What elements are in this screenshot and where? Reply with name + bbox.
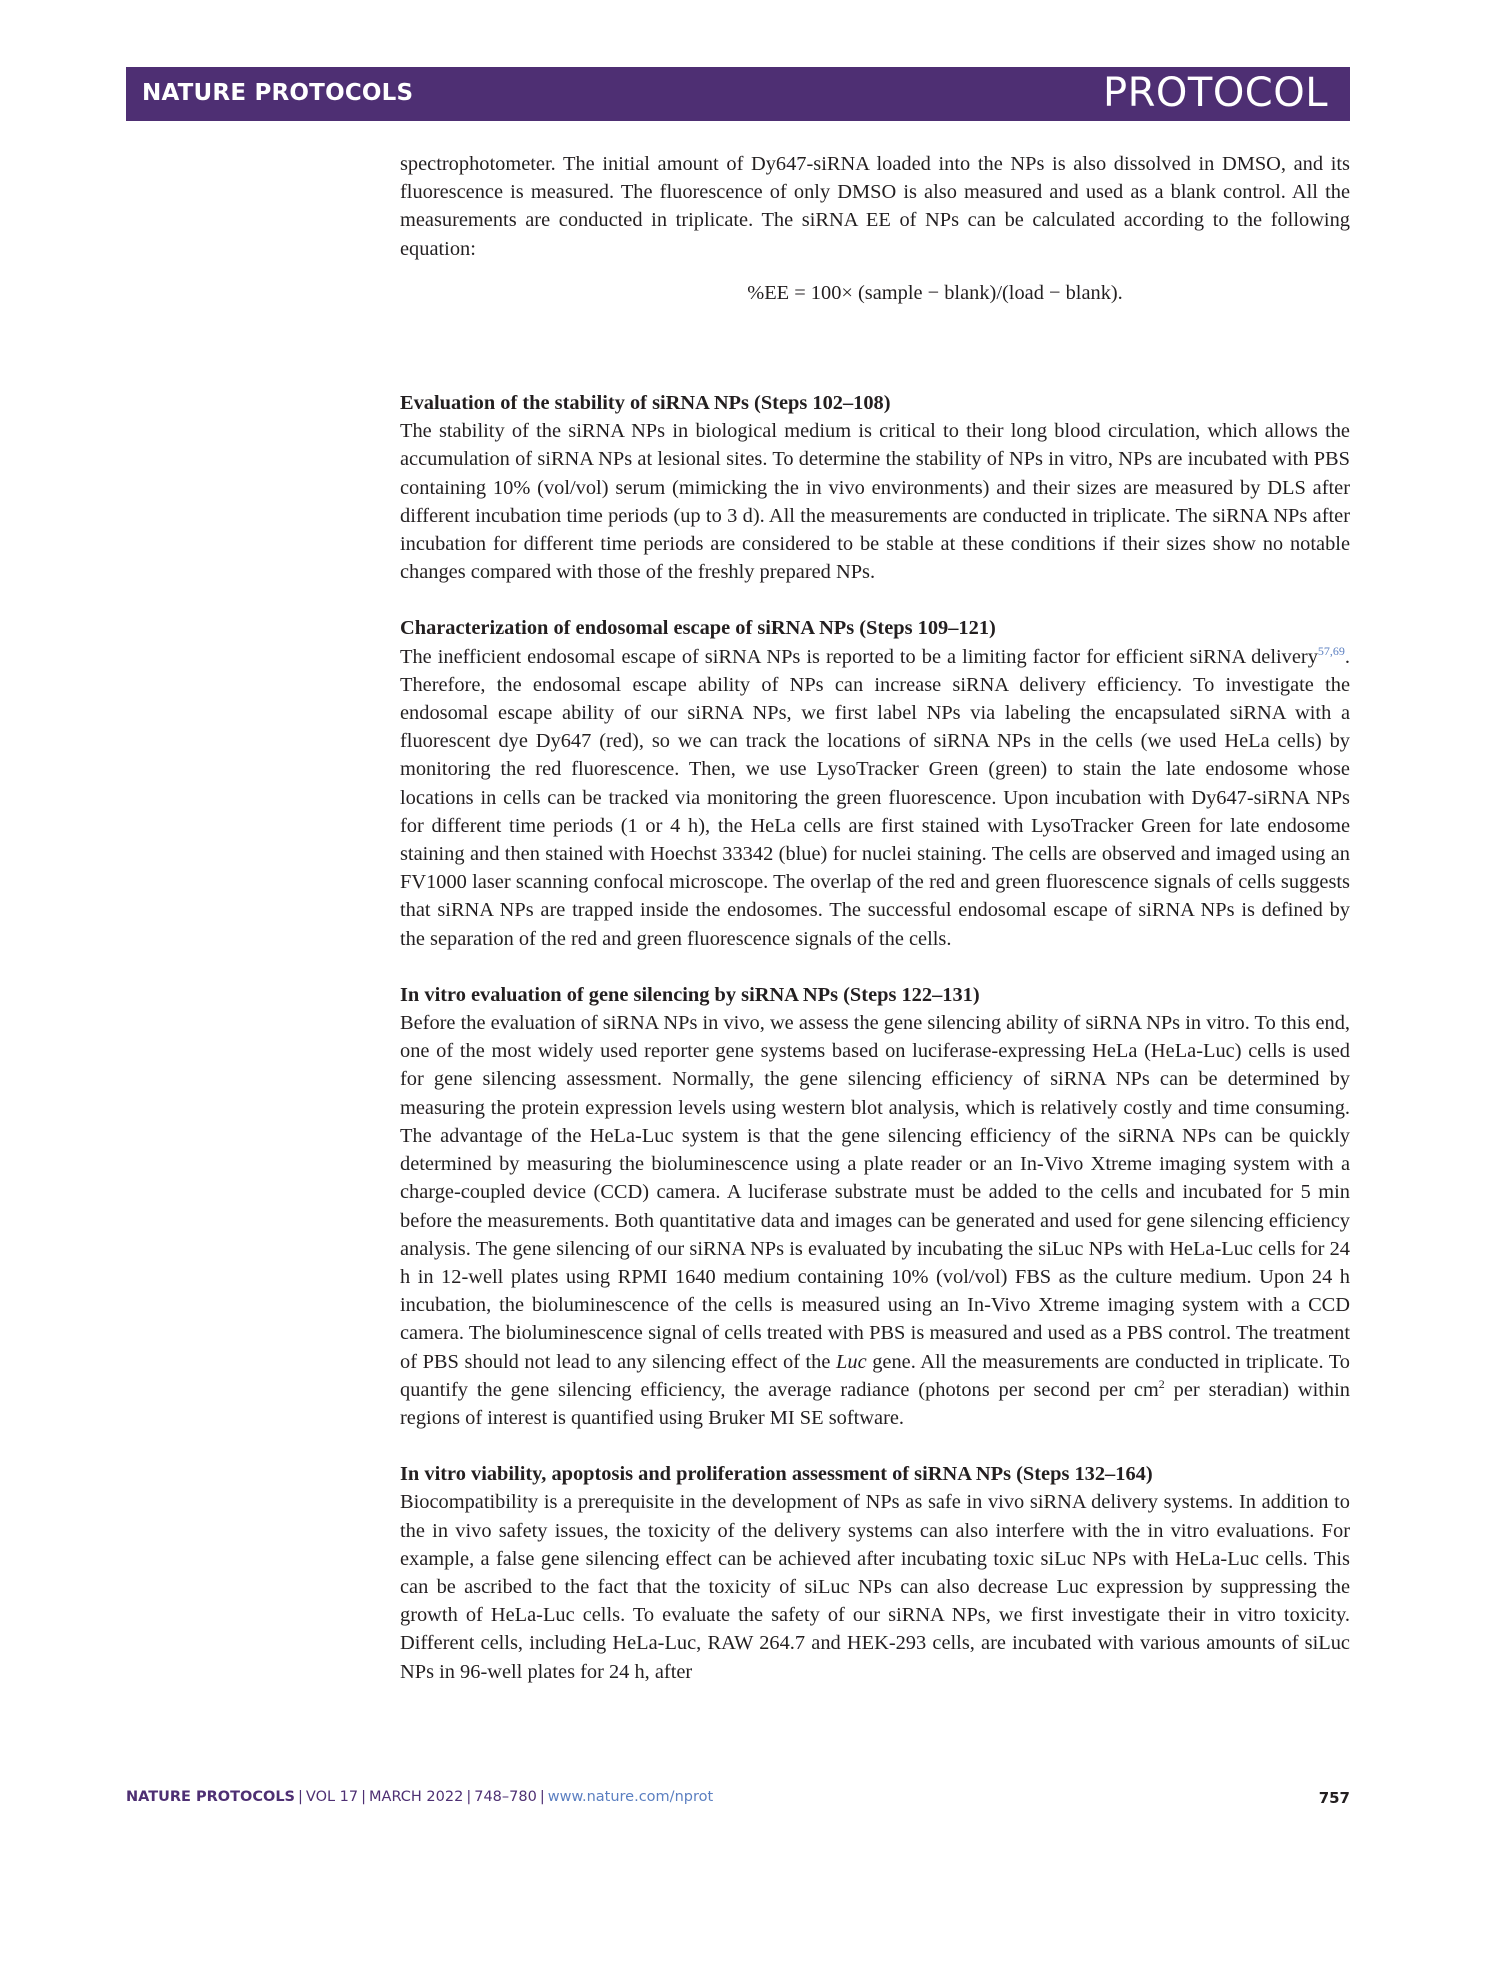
section-heading: In vitro viability, apoptosis and proliferation assessment of siRNA NPs (Steps 132–164)	[400, 1463, 1153, 1486]
section-endosomal-escape	[400, 614, 1350, 952]
text-part: Before the evaluation of siRNA NPs in vivo, we assess the gene silencing ability of siRNA NPs in vitro. To this end, one of the most widely used reporter gene systems based on luciferase-expressing HeLa (HeLa-Luc) cells is used for gene silencing assessment. Normally, the gene silencing efficiency of siRNA NPs can be determined by measuring the protein expression levels using western blot analysis, which is relatively costly and time consuming. The advantage of the HeLa-Luc system is that the gene silencing efficiency of the siRNA NPs can be quickly determined by measuring the bioluminescence using a plate reader or an In-Vivo Xtreme imaging system with a charge-coupled device (CCD) camera. A luciferase substrate must be added to the cells and incubated for 5 min before the measurements. Both quantitative data and images can be generated and used for gene silencing efficiency analysis. The gene silencing of our siRNA NPs is evaluated by incubating the siLuc NPs with HeLa-Luc cells for 24 h in 12-well plates using RPMI 1640 medium containing 10% (vol/vol) FBS as the culture medium. Upon 24 h incubation, the bioluminescence of the cells is measured using an In-Vivo Xtreme imaging system with a CCD camera. The bioluminescence signal of cells treated with PBS is measured and used as a PBS control. The treatment of PBS should not lead to any silencing effect of the	[400, 1012, 1350, 1373]
article-type: PROTOCOL	[1102, 70, 1328, 116]
footer-pages: 748–780	[474, 1789, 537, 1805]
section-stability	[400, 389, 1350, 586]
section-text	[400, 1009, 1350, 1432]
section-text	[400, 643, 1350, 953]
footer-citation: NATURE PROTOCOLS | VOL 17 | MARCH 2022 | 748–780 | www.nature.com/nprot	[126, 1789, 714, 1805]
page-number: 757	[1318, 1789, 1350, 1807]
body-column	[400, 150, 1350, 1686]
footer-volume: VOL 17	[305, 1789, 359, 1805]
text-part: The inefficient endosomal escape of siRNA NPs is reported to be a limiting factor for efficient siRNA delivery	[400, 645, 1318, 668]
ee-equation: %EE = 100× (sample − blank)/(load − blank).	[747, 281, 1123, 304]
text-part: gene. All the measurements are conducted in triplicate. To quantify the gene silencing efficiency, the average radiance (photons per second per cm	[400, 1350, 1350, 1401]
text-part: . Therefore, the endosomal escape ability of NPs can increase siRNA delivery efficiency. To investigate the endosomal escape ability of our siRNA NPs, we first label NPs via labeling the encapsulated siRNA with a fluorescent dye Dy647 (red), so we can track the locations of siRNA NPs in the cells (we used HeLa cells) by monitoring the red fluorescence. Then, we use LysoTracker Green (green) to stain the late endosome whose locations in cells can be tracked via monitoring the green fluorescence. Upon incubation with Dy647-siRNA NPs for different time periods (1 or 4 h), the HeLa cells are first stained with LysoTracker Green for late endosome staining and then stained with Hoechst 33342 (blue) for nuclei staining. The cells are observed and imaged using an FV1000 laser scanning confocal microscope. The overlap of the red and green fluorescence signals of cells suggests that siRNA NPs are trapped inside the endosomes. The successful endosomal escape of siRNA NPs is defined by the separation of the red and green fluorescence signals of the cells.	[400, 645, 1350, 950]
section-text: The stability of the siRNA NPs in biological medium is critical to their long blood circulation, which allows the accumulation of siRNA NPs at lesional sites. To determine the stability of NPs in vitro, NPs are incubated with PBS containing 10% (vol/vol) serum (mimicking the in vivo environments) and their sizes are measured by DLS after different incubation time periods (up to 3 d). All the measurements are conducted in triplicate. The siRNA NPs after incubation for different time periods are considered to be stable at these conditions if their sizes show no notable changes compared with those of the freshly prepared NPs.	[400, 420, 1350, 584]
gene-name: Luc	[836, 1350, 867, 1373]
section-heading: In vitro evaluation of gene silencing by siRNA NPs (Steps 122–131)	[400, 983, 980, 1006]
section-heading: Evaluation of the stability of siRNA NPs (Steps 102–108)	[400, 392, 891, 415]
section-gene-silencing	[400, 981, 1350, 1432]
footer-date: MARCH 2022	[369, 1789, 464, 1805]
journal-header-bar	[126, 67, 1350, 121]
text-part: per steradian) within regions of interest is quantified using Bruker MI SE software.	[400, 1378, 1350, 1429]
section-heading: Characterization of endosomal escape of siRNA NPs (Steps 109–121)	[400, 617, 996, 640]
journal-name: NATURE PROTOCOLS	[142, 80, 414, 106]
reference-citation[interactable]: 57,69	[1317, 643, 1345, 658]
section-text: Biocompatibility is a prerequisite in the development of NPs as safe in vivo siRNA delivery systems. In addition to the in vivo safety issues, the toxicity of the delivery systems can also interfere with the in vitro evaluations. For example, a false gene silencing effect can be achieved after incubating toxic siLuc NPs with HeLa-Luc cells. This can be ascribed to the fact that the toxicity of siLuc NPs can also decrease Luc expression by suppressing the growth of HeLa-Luc cells. To evaluate the safety of our siRNA NPs, we first investigate their in vitro toxicity. Different cells, including HeLa-Luc, RAW 264.7 and HEK-293 cells, are incubated with various amounts of siLuc NPs in 96-well plates for 24 h, after	[400, 1491, 1350, 1683]
footer-journal: NATURE PROTOCOLS	[126, 1789, 296, 1805]
intro-paragraph: spectrophotometer. The initial amount of Dy647-siRNA loaded into the NPs is also dissolved in DMSO, and its fluorescence is measured. The fluorescence of only DMSO is also measured and used as a blank control. All the measurements are conducted in triplicate. The siRNA EE of NPs can be calculated according to the following equation:	[400, 153, 1350, 260]
section-viability	[400, 1460, 1350, 1686]
superscript: 2	[1158, 1376, 1165, 1391]
footer-url-link[interactable]: www.nature.com/nprot	[547, 1789, 714, 1805]
